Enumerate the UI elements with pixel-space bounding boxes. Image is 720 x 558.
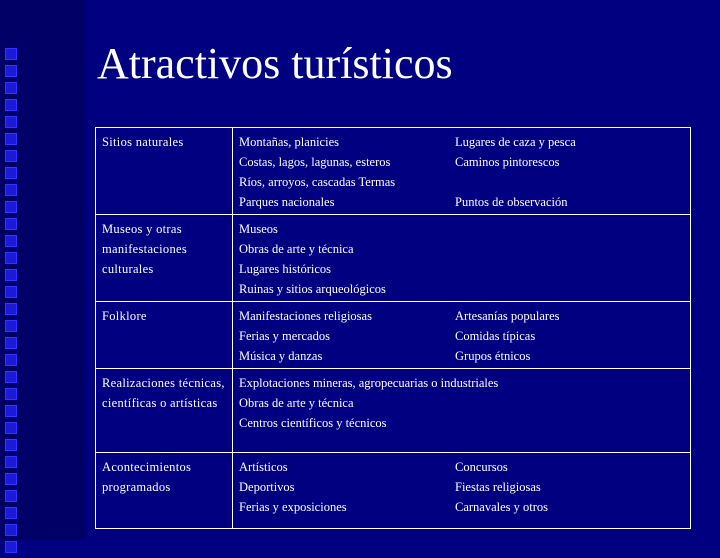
square-bullet-icon xyxy=(5,48,17,60)
list-item: Puntos de observación xyxy=(455,195,568,209)
square-bullet-icon xyxy=(5,490,17,502)
details-column-a xyxy=(239,373,684,433)
spacer xyxy=(455,172,684,192)
table-row xyxy=(96,369,691,453)
details-cell xyxy=(233,453,691,529)
square-bullet-icon xyxy=(5,252,17,264)
list-item: Carnavales y otros xyxy=(455,500,549,514)
slide-title: Atractivos turísticos xyxy=(97,39,453,88)
category-cell: Folklore xyxy=(96,302,233,369)
details-cell xyxy=(233,369,691,453)
list-item: Artísticos xyxy=(239,460,288,474)
details-column-b xyxy=(455,132,684,212)
list-item: Costas, lagos, lagunas, esteros xyxy=(239,155,391,169)
list-item: Deportivos xyxy=(239,480,295,494)
table-row xyxy=(96,302,691,369)
list-item: Concursos xyxy=(455,460,508,474)
square-bullet-icon xyxy=(5,320,17,332)
square-bullet-icon xyxy=(5,167,17,179)
square-bullet-icon xyxy=(5,82,17,94)
square-bullet-icon xyxy=(5,99,17,111)
square-bullet-icon xyxy=(5,541,17,553)
square-bullet-icon xyxy=(5,116,17,128)
left-decor-band xyxy=(0,0,86,540)
square-bullet-icon xyxy=(5,524,17,536)
table-row xyxy=(96,128,691,215)
list-item: Parques nacionales xyxy=(239,195,335,209)
details-column-b xyxy=(455,306,684,366)
list-item: Ferias y mercados xyxy=(239,329,330,343)
details-cell xyxy=(233,302,691,369)
details-column-b xyxy=(455,457,684,517)
list-item: Lugares históricos xyxy=(239,262,331,276)
details-column-a xyxy=(239,306,455,366)
square-bullet-icon xyxy=(5,456,17,468)
square-bullet-icon xyxy=(5,235,17,247)
list-item: Manifestaciones religiosas xyxy=(239,309,372,323)
square-bullet-icon xyxy=(5,286,17,298)
table-row xyxy=(96,215,691,302)
category-cell: Museos y otras manifestaciones culturales xyxy=(96,215,233,302)
list-item: Caminos pintorescos xyxy=(455,155,560,169)
list-item: Ferias y exposiciones xyxy=(239,500,347,514)
details-cell xyxy=(233,128,691,215)
attractions-table xyxy=(95,127,691,529)
details-column-a xyxy=(239,457,455,517)
list-item: Museos xyxy=(239,222,278,236)
square-bullet-icon xyxy=(5,371,17,383)
square-bullet-icon xyxy=(5,150,17,162)
category-cell: Realizaciones técnicas, científicas o artísticas xyxy=(96,369,233,453)
square-bullet-icon xyxy=(5,218,17,230)
list-item: Explotaciones mineras, agropecuarias o industriales xyxy=(239,376,499,390)
list-item: Obras de arte y técnica xyxy=(239,242,354,256)
square-bullet-icon xyxy=(5,201,17,213)
table-row xyxy=(96,453,691,529)
list-item: Comidas típicas xyxy=(455,329,536,343)
square-bullet-icon xyxy=(5,473,17,485)
square-bullet-icon xyxy=(5,422,17,434)
square-bullets xyxy=(5,48,19,558)
list-item: Ruinas y sitios arqueológicos xyxy=(239,282,386,296)
category-cell: Acontecimientos programados xyxy=(96,453,233,529)
list-item: Artesanías populares xyxy=(455,309,560,323)
list-item: Fiestas religiosas xyxy=(455,480,541,494)
square-bullet-icon xyxy=(5,439,17,451)
list-item: Lugares de caza y pesca xyxy=(455,135,576,149)
square-bullet-icon xyxy=(5,388,17,400)
details-cell xyxy=(233,215,691,302)
list-item: Montañas, planicies xyxy=(239,135,339,149)
square-bullet-icon xyxy=(5,184,17,196)
category-cell: Sitios naturales xyxy=(96,128,233,215)
list-item: Obras de arte y técnica xyxy=(239,396,354,410)
square-bullet-icon xyxy=(5,354,17,366)
square-bullet-icon xyxy=(5,65,17,77)
square-bullet-icon xyxy=(5,269,17,281)
list-item: Ríos, arroyos, cascadas Termas xyxy=(239,175,396,189)
list-item: Grupos étnicos xyxy=(455,349,531,363)
details-column-a xyxy=(239,219,684,299)
details-column-a xyxy=(239,132,455,212)
list-item: Música y danzas xyxy=(239,349,323,363)
square-bullet-icon xyxy=(5,303,17,315)
list-item: Centros científicos y técnicos xyxy=(239,416,387,430)
square-bullet-icon xyxy=(5,405,17,417)
square-bullet-icon xyxy=(5,507,17,519)
square-bullet-icon xyxy=(5,337,17,349)
square-bullet-icon xyxy=(5,133,17,145)
